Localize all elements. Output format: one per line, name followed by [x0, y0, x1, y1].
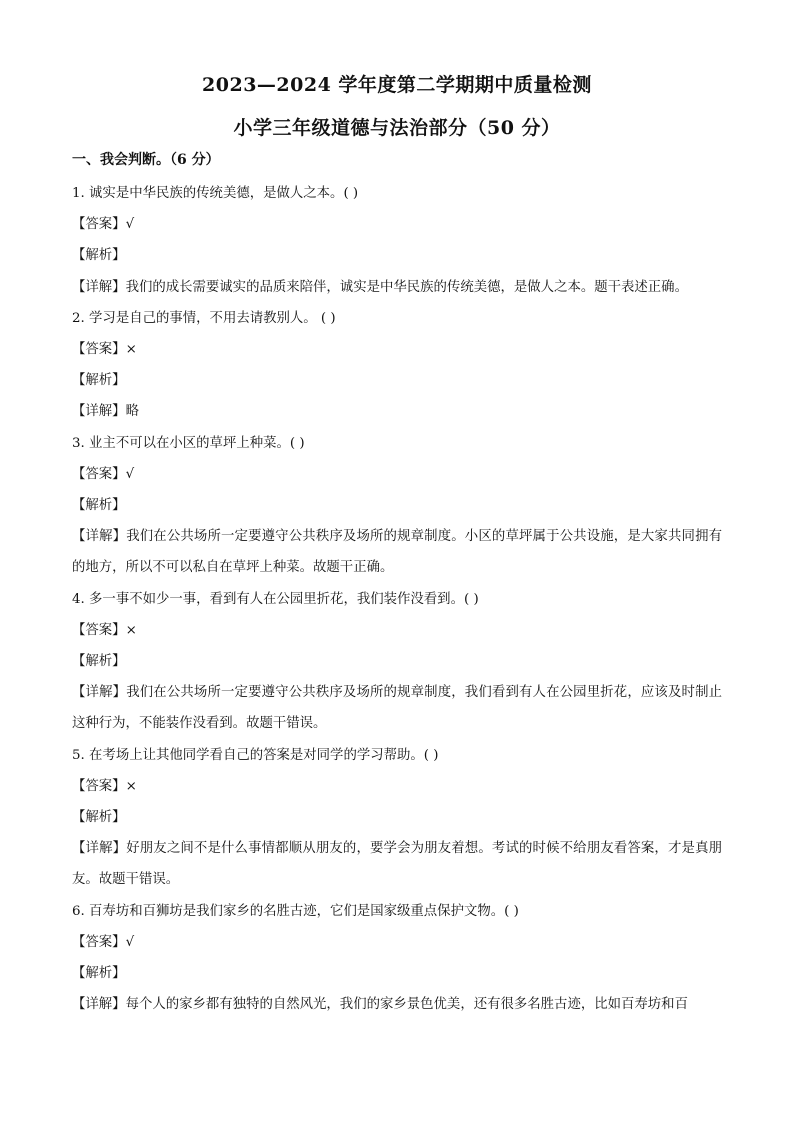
detail-label: 【详解】 [72, 685, 127, 701]
answer-label: 【答案】 [72, 342, 126, 358]
question-3 [72, 428, 722, 584]
detail-label: 【详解】 [72, 841, 127, 857]
question-6 [72, 896, 722, 1021]
answer-label: 【答案】 [72, 466, 126, 482]
exam-subtitle: 小学三年级道德与法治部分（50 分） [233, 117, 561, 139]
answer-label: 【答案】 [72, 217, 126, 233]
detail-label: 【详解】 [72, 529, 127, 545]
detail-text: 好朋友之间不是什么事情都顺从朋友的，要学会为朋友着想。考试的时候不给朋友看答案，才是真朋友。故题干错误。 [72, 841, 723, 888]
answer-value: × [125, 342, 137, 358]
detail-label: 【详解】 [72, 404, 126, 420]
detail-label: 【详解】 [72, 997, 126, 1013]
analysis-label: 【解析】 [72, 248, 126, 264]
detail-label: 【详解】 [72, 279, 126, 295]
questions-list [72, 178, 722, 1020]
answer-value: √ [125, 466, 135, 482]
answer-value: √ [125, 217, 135, 233]
answer-line [72, 209, 722, 240]
detail-text: 每个人的家乡都有独特的自然风光，我们的家乡景色优美，还有很多名胜古迹，比如百寿坊和百 [125, 997, 688, 1013]
answer-line [72, 927, 722, 958]
analysis-label: 【解析】 [72, 966, 126, 982]
detail-line [72, 521, 722, 583]
question-2 [72, 303, 722, 428]
answer-value: × [125, 778, 137, 794]
detail-text: 我们在公共场所一定要遵守公共秩序及场所的规章制度。小区的草坪属于公共设施，是大家共同拥有的地方，所以不可以私自在草坪上种菜。故题干正确。 [72, 529, 723, 576]
detail-line [72, 396, 722, 427]
question-stem: 4. 多一事不如少一事，看到有人在公园里折花，我们装作没看到。( ) [72, 591, 479, 607]
question-4 [72, 584, 722, 740]
question-stem: 2. 学习是自己的事情，不用去请教别人。 ( ) [72, 310, 336, 326]
answer-line [72, 771, 722, 802]
question-5 [72, 740, 722, 896]
question-1 [72, 178, 722, 303]
answer-line [72, 459, 722, 490]
analysis-label: 【解析】 [72, 810, 126, 826]
analysis-label: 【解析】 [72, 654, 126, 670]
analysis-label: 【解析】 [72, 373, 126, 389]
answer-value: × [125, 622, 137, 638]
answer-label: 【答案】 [72, 622, 126, 638]
question-stem: 6. 百寿坊和百狮坊是我们家乡的名胜古迹，它们是国家级重点保护文物。( ) [72, 903, 519, 919]
answer-label: 【答案】 [72, 934, 126, 950]
answer-line [72, 334, 722, 365]
detail-line [72, 272, 722, 303]
detail-line [72, 833, 722, 895]
answer-line [72, 615, 722, 646]
detail-line [72, 989, 722, 1020]
question-stem: 5. 在考场上让其他同学看自己的答案是对同学的学习帮助。( ) [72, 747, 439, 763]
exam-title: 2023—2024 学年度第二学期期中质量检测 [202, 74, 592, 96]
detail-line [72, 677, 722, 739]
question-stem: 3. 业主不可以在小区的草坪上种菜。( ) [72, 435, 305, 451]
detail-text: 我们的成长需要诚实的品质来陪伴，诚实是中华民族的传统美德，是做人之本。题干表述正确。 [125, 279, 688, 295]
detail-text: 略 [125, 404, 139, 420]
answer-label: 【答案】 [72, 778, 126, 794]
section-heading: 一、我会判断。（6 分） [72, 152, 220, 168]
detail-text: 我们在公共场所一定要遵守公共秩序及场所的规章制度，我们看到有人在公园里折花，应该及时制止这种行为，不能装作没看到。故题干错误。 [72, 685, 723, 732]
answer-value: √ [125, 934, 135, 950]
question-stem: 1. 诚实是中华民族的传统美德，是做人之本。( ) [72, 186, 359, 201]
analysis-label: 【解析】 [72, 498, 126, 514]
